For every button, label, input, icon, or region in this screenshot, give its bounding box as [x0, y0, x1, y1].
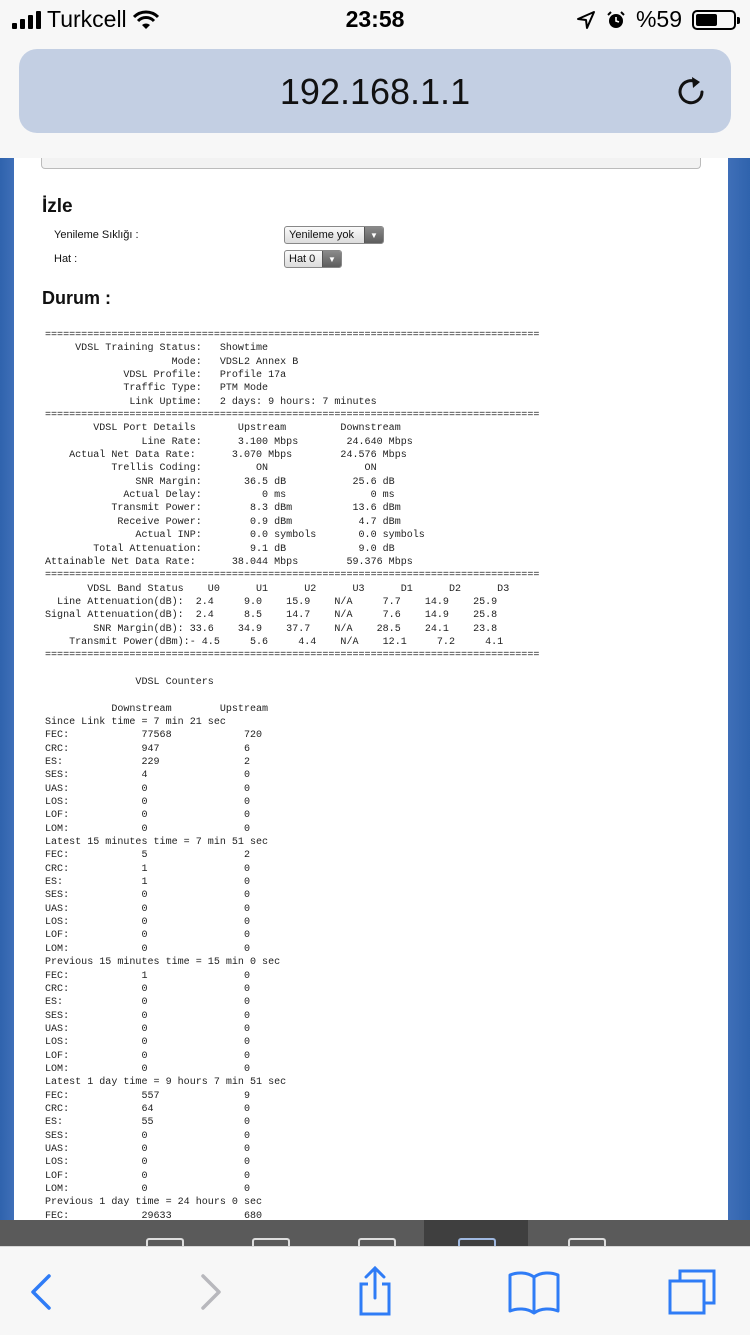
- web-page-viewport: [0, 158, 750, 1220]
- tabs-button[interactable]: [664, 1267, 720, 1317]
- back-icon: [27, 1272, 57, 1312]
- menu-icon: [568, 1238, 606, 1246]
- menu-icon: [146, 1238, 184, 1246]
- clock: 23:58: [345, 6, 405, 32]
- bookmarks-icon: [507, 1269, 561, 1315]
- line-select[interactable]: [284, 250, 342, 268]
- section-title-izle: İzle: [42, 196, 73, 217]
- chevron-down-icon: ▼: [322, 251, 341, 267]
- browser-toolbar: [0, 1246, 750, 1335]
- share-button[interactable]: [347, 1267, 403, 1317]
- dsl-statistics: ================================================================================== VDSL Training Status: Showtime Mode: VDSL2 Annex B VDSL Profile: Profile 17a Traffic Type: PTM Mode Link Uptime: 2 days: 9 hours: 7 minutes ================================================================================== VDSL Port Details Upstream Downstream Line Rate: 3.100 Mbps 24.640 Mbps Actual Net Data Rate: 3.070 Mbps 24.576 Mbps Trellis Coding: ON ON SNR Margin: 36.5 dB 25.6 dB Actual Delay: 0 ms 0 ms Transmit Power: 8.3 dBm 13.6 dBm Receive Power: 0.9 dBm 4.7 dBm Actual INP: 0.0 symbols 0.0 symbols Total Attenuation: 9.1 dB 9.0 dB Attainable Net Data Rate: 38.044 Mbps 59.376 Mbps ================================================================================== VDSL Band Status U0 U1 U2 U3 D1 D2 D3 Line Attenuation(dB): 2.4 9.0 15.9 N/A 7.7 14.9 25.9 Signal Attenuation(dB): 2.4 8.5 14.7 N/A 7.6 14.9 25.8 SNR Margin(dB): 33.6 34.9 37.7 N/A 28.5 24.1 23.8 Transmit Power(dBm):- 4.5 5.6 4.4 N/A 12.1 7.2 4.1 ================================================================================== VDSL Counters Downstream Upstream Since Link time = 7 min 21 sec FEC: 77568 720 CRC: 947 6 ES: 229 2 SES: 4 0 UAS: 0 0 LOS: 0 0 LOF: 0 0 LOM: 0 0 Latest 15 minutes time = 7 min 51 sec FEC: 5 2 CRC: 1 0 ES: 1 0 SES: 0 0 UAS: 0 0 LOS: 0 0 LOF: 0 0 LOM: 0 0 Previous 15 minutes time = 15 min 0 sec FEC: 1 0 CRC: 0 0 ES: 0 0 SES: 0 0 UAS: 0 0 LOS: 0 0 LOF: 0 0 LOM: 0 0 Latest 1 day time = 9 hours 7 min 51 sec FEC: 557 9 CRC: 64 0 ES: 55 0 SES: 0 0 UAS: 0 0 LOS: 0 0 LOF: 0 0 LOM: 0 0 Previous 1 day time = 24 hours 0 sec FEC: 29633 680: [45, 330, 540, 1220]
- share-icon: [355, 1266, 395, 1318]
- reload-icon[interactable]: [673, 74, 709, 110]
- bookmarks-button[interactable]: [506, 1267, 562, 1317]
- forward-icon: [195, 1272, 225, 1312]
- menu-icon: [252, 1238, 290, 1246]
- alarm-icon: [606, 10, 626, 30]
- line-select-value: Hat 0: [289, 253, 316, 265]
- browser-header: [0, 40, 750, 158]
- battery-percent: %59: [635, 6, 682, 32]
- menu-icon: [358, 1238, 396, 1246]
- battery-icon: [692, 10, 736, 30]
- address-bar[interactable]: [19, 49, 731, 133]
- back-button[interactable]: [14, 1267, 70, 1317]
- status-right: [576, 6, 736, 33]
- location-icon: [576, 10, 596, 30]
- web-page: [14, 158, 728, 1220]
- top-panel-edge: [41, 158, 701, 169]
- section-title-durum: Durum :: [42, 288, 111, 308]
- forward-button[interactable]: [182, 1267, 238, 1317]
- carrier-name: Turkcell: [47, 6, 127, 32]
- menu-icon: [458, 1238, 496, 1246]
- refresh-select-value: Yenileme yok: [289, 229, 355, 241]
- line-label: Hat :: [54, 253, 78, 265]
- refresh-label: Yenileme Sıklığı :: [54, 229, 139, 241]
- page-bottom-menu: [0, 1220, 750, 1246]
- tabs-icon: [666, 1267, 718, 1317]
- url-text[interactable]: 192.168.1.1: [279, 71, 471, 112]
- refresh-select[interactable]: [284, 226, 384, 244]
- chevron-down-icon: ▼: [364, 227, 383, 243]
- status-bar: [0, 0, 750, 40]
